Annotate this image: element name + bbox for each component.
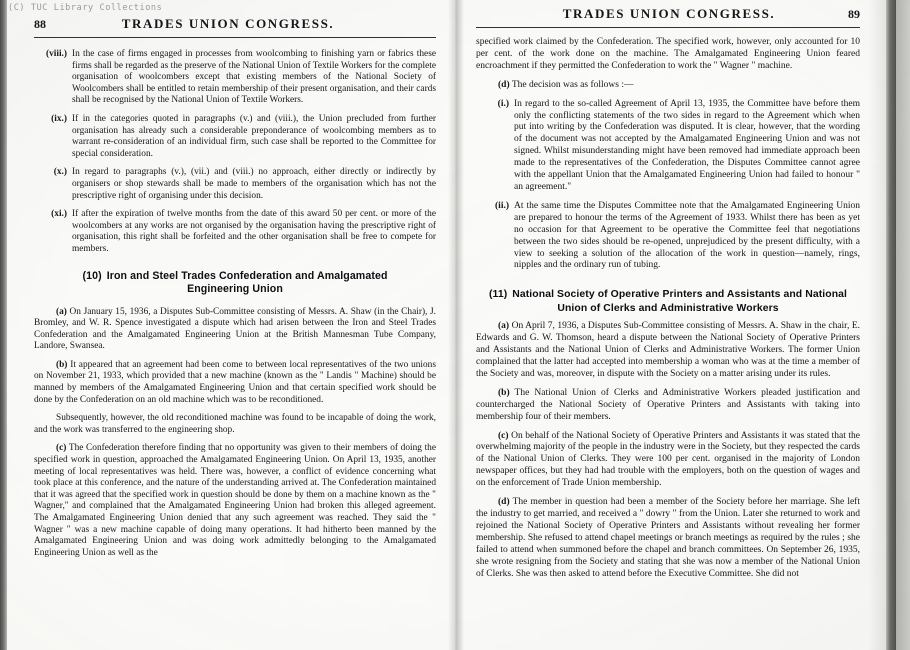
clause-marker: (ii.)	[495, 200, 509, 211]
paragraph-subsequently	[34, 413, 436, 436]
decision-item-i	[476, 99, 860, 194]
section-number: (11)	[488, 289, 508, 301]
paragraph-c	[34, 443, 436, 559]
decision-item-ii	[476, 201, 860, 272]
paragraph-b	[34, 360, 436, 406]
page-89	[458, 0, 886, 650]
clause-marker: (xi.)	[51, 209, 67, 220]
paragraph-label: (a)	[498, 321, 510, 332]
library-watermark: (C) TUC Library Collections	[8, 3, 163, 13]
running-title-right: TRADES UNION CONGRESS.	[562, 6, 776, 21]
paragraph-text: The decision was as follows :—	[511, 79, 634, 90]
paragraph-label: (d)	[498, 79, 510, 90]
paragraph-b	[476, 388, 860, 424]
clause-text: In regard to paragraphs (v.), (vii.) and (viii.) no approach, either directly or indirectly by organisers or shop stewards shall be made to members of the organisation which has not the prescriptive right of organising under this decision.	[72, 167, 436, 201]
page-edge-right	[886, 0, 896, 650]
running-head-right	[476, 6, 860, 24]
page-89-body	[476, 37, 860, 580]
paragraph-d-decision	[476, 80, 860, 92]
paragraph-continuation	[476, 37, 860, 73]
clause-text: In regard to the so-called Agreement of April 13, 1935, the Committee have before them only the conflicting statements of the two sides in regard to the Agreement which when put into writing by the Confederation was disputed. It is clear, however, that the wording of the document was not accepted by the Amalgamated Engineering Union and was not signed. Whilst misunderstanding might have been removed had immediate approach been made to the representatives of the Confederation, the Disputes Committee cannot agree with the appellant Union that the Amalgamated Engineering Union had failed to honour " an agreement."	[514, 98, 860, 192]
clause-text: At the same time the Disputes Committee note that the Amalgamated Engineering Union are prepared to honour the terms of the Agreement of 1933. Whilst there has been as yet no occasion for that Agreement to be operative the Committee feel that negotiations between the two sides should be re-opened, unprejudiced by the present difficulty, with a view to seeking a solution of the allocation of the work in question—namely, rings, nipples and the ordinary run of tubing.	[514, 200, 860, 271]
paragraph-text: Subsequently, however, the old reconditioned machine was found to be incapable of doing the work, and the work was transferred to the engineering shop.	[34, 413, 436, 435]
paragraph-label: (a)	[56, 306, 67, 317]
paragraph-text: It appeared that an agreement had been come to between local representatives of the two unions on November 21, 1933, which provided that a new machine (known as the " Landis " Machine) should be manned by members of the Amalgamated Engineering Union and that certain specified work should be done by the Confederation on an old machine which was to be reconditioned.	[34, 359, 436, 405]
header-rule-right	[476, 27, 860, 28]
paragraph-text: specified work claimed by the Confederation. The specified work, however, only accounted for 10 per cent. of the work done on the machine. The Amalgamated Engineering Union feared encroachment if they permitted the Confederation to work the " Wagner " machine.	[476, 37, 860, 71]
running-head-left	[34, 16, 436, 34]
paragraph-text: On behalf of the National Society of Operative Printers and Assistants it was stated that the overwhelming majority of the people in the industry were in the Society, but they respected the cards of the National Union of Clerks. They were 100 per cent. organised in the majority of London newspaper offices, but they had had trouble with the employers, both on the question of wages and on the enforcement of Trade Union membership.	[476, 430, 860, 489]
clause-marker: (ix.)	[51, 113, 67, 124]
clause-text: If after the expiration of twelve months from the date of this award 50 per cent. or more of the woolcombers at any works are not organised by the organisation having the prescriptive right of organisation, this right shall be forfeited and the other organisation shall be free to compete for members.	[72, 209, 436, 254]
section-title-line-1: National Society of Operative Printers and Assistants and National	[512, 289, 848, 301]
section-title-line-2: Union of Clerks and Administrative Workers	[557, 302, 779, 314]
scan-backdrop-right	[896, 0, 910, 650]
paragraph-text: On April 7, 1936, a Disputes Sub-Committee consisting of Messrs. A. Shaw in the chair, E. Edwards and G. W. Thomson, heard a dispute between the National Society of Operative Printers and Assistants and the National Union of Clerks and Administrative Workers. The former Union complained that the latter had accepted into membership a woman who was at the time a member of the Society and was, moreover, in dispute with the Society on a matter arising under its rules.	[476, 321, 861, 379]
paragraph-label: (d)	[498, 497, 510, 508]
clause-marker: (x.)	[53, 167, 67, 178]
paragraph-text: On January 15, 1936, a Disputes Sub-Committee consisting of Messrs. A. Shaw (in the Chair), J. Bromley, and W. R. Spence investigated a dispute which had arisen between the Iron and Steel Trades Confederation and the Amalgamated Engineering Union at the British Mannesman Tube Company, Landore, Swansea.	[34, 306, 436, 352]
paragraph-a	[34, 307, 436, 353]
section-title-line-2: Engineering Union	[187, 283, 283, 295]
paragraph-label: (b)	[56, 359, 68, 370]
folio-number-right: 89	[848, 7, 860, 21]
paragraph-label: (b)	[498, 387, 510, 398]
clause-xi	[34, 209, 436, 255]
paragraph-text: The National Union of Clerks and Administrative Workers pleaded justification and countercharged the National Society of Operative Printers and Assistants with taking into membership four of their members.	[476, 387, 860, 422]
section-number: (10)	[82, 269, 102, 282]
folio-number-left: 88	[34, 17, 46, 31]
clause-marker: (viii.)	[45, 49, 67, 59]
clause-x	[34, 167, 436, 202]
paragraph-label: (c)	[498, 430, 509, 441]
section-title-line-1: Iron and Steel Trades Confederation and Amalgamated	[106, 269, 388, 282]
section-heading-10	[34, 270, 436, 297]
clause-text: If in the categories quoted in paragraphs (v.) and (viii.), the Union precluded from further organisation has already such a considerable preponderance of woolcombing members as to warrant re-consideration of an individual firm, such case shall be reported to the Committee for special consideration.	[72, 113, 436, 159]
paragraph-text: The member in question had been a member of the Society before her marriage. She left the industry to get married, and received a " dowry " from the Union. Later she returned to work and rejoined the National Society of Operative Printers and Assistants without revealing her former membership. She refused to attend chapel meetings or branch meetings as required by the rules ; she failed to attend when summoned before the chapel and branch committees. On September 26, 1935, she wrote resigning from the Society and stating that she was now a member of the National Union of Clerks. She was then asked to attend before the Executive Committee. She did not	[476, 497, 860, 579]
section-heading-11	[476, 288, 860, 315]
page-88	[6, 0, 458, 650]
page-88-body	[34, 49, 436, 559]
clause-text: In the case of firms engaged in processes from woolcombing to finishing yarn or fabrics these firms shall be regarded as the preserve of the National Union of Textile Workers for the complete organisation of woolcombers except that existing members of the National Society of Woolcombers shall be entitled to retain membership of their present organisation, and their cards shall be recognised by the National Union of Textile Workers.	[72, 49, 436, 106]
paragraph-a	[476, 321, 860, 381]
header-rule-left	[34, 37, 436, 38]
clause-ix	[34, 114, 436, 160]
paragraph-c	[476, 431, 860, 491]
running-title-left: TRADES UNION CONGRESS.	[121, 16, 335, 31]
paragraph-label: (c)	[56, 443, 67, 454]
paragraph-d	[476, 497, 860, 580]
clause-viii	[34, 49, 436, 107]
clause-marker: (i.)	[497, 98, 509, 109]
paragraph-text: The Confederation therefore finding that no opportunity was given to their members of doing the specified work in question, approached the Amalgamated Engineering Union. On April 13, 1935, another meeting of local representatives was held. There was, however, a conflict of evidence concerning what took place at this conference, and the nature of the understanding arrived at. The Confederation maintained that it was agreed that the specified work in question should be done by them on a machine known as the " Wagner," and complained that the Amalgamated Engineering Union had broken this alleged agreement. The Amalgamated Engineering Union denied that any such agreement was reached. They said the " Wagner " was a new machine capable of doing many operations. It had hitherto been manned by the Amalgamated Engineering Union and was doing work admittedly belonging to the Amalgamated Engineering Union as well as the	[34, 443, 436, 558]
